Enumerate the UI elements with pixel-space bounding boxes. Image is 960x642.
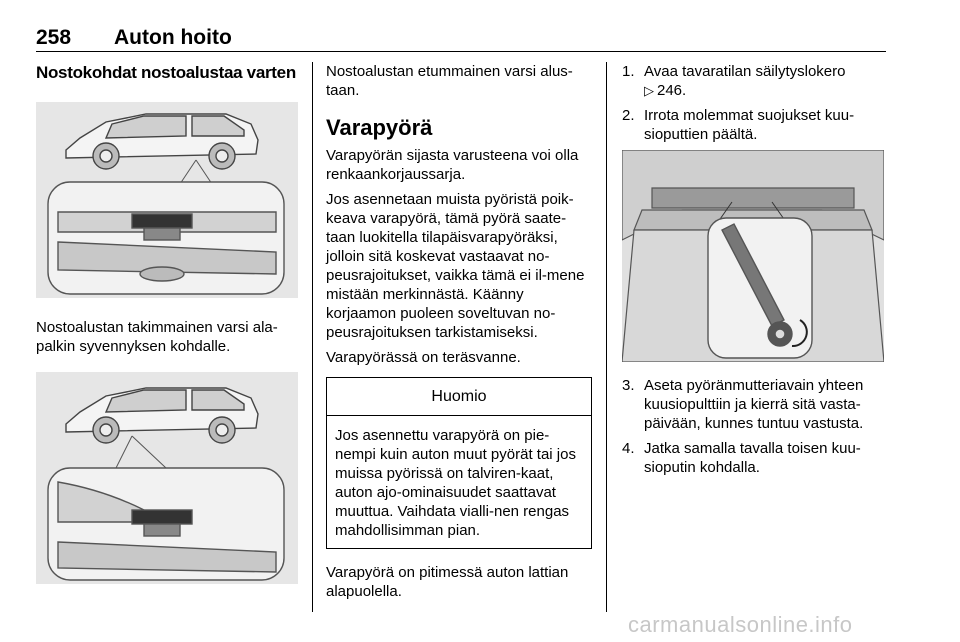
notice-box: [326, 377, 592, 549]
page-reference[interactable]: 246.: [657, 82, 687, 99]
spare-wheel-heading: Varapyörä: [326, 115, 433, 140]
column-3: [622, 62, 888, 483]
spare-wheel-para-2: Jos asennetaan muista pyöristä poik-keava varapyörä, tämä pyörä saate-taan luokitella tilapäisvarapyöräksi, jolloin sitä koskevat vastaavat no-peusrajoitukset, vaikka tämä ei il-mene mistään merkinnästä. Käänny korjaamon puoleen soveltuvan no-peusrajoituksen tarkistamiseksi.: [326, 191, 585, 341]
spare-wheel-para-4: Varapyörä on pitimessä auton lattian alapuolella.: [326, 564, 569, 600]
page-number: 258: [36, 26, 72, 49]
page-header: [36, 22, 886, 52]
step-text: Jatka samalla tavalla toisen kuu-sioputin kohdalla.: [644, 440, 861, 476]
wrench-detail: [708, 218, 812, 358]
step-number: 2.: [622, 107, 635, 124]
step-number: 4.: [622, 440, 635, 457]
watermark-link[interactable]: carmanualsonline.info: [628, 612, 853, 637]
step-text: Aseta pyöränmutteriavain yhteen kuusiopulttiin ja kierrä sitä vasta-päivään, kunnes tuntuu vastusta.: [644, 377, 864, 432]
lift-arm-detail: [48, 468, 284, 580]
step-text: Avaa tavaratilan säilytyslokero: [644, 63, 846, 80]
notice-title: Huomio: [327, 378, 591, 416]
step-3: [622, 376, 888, 433]
step-1: [622, 62, 888, 100]
column-divider: [312, 62, 313, 612]
front-arm-text: Nostoalustan etummainen varsi alus-taan.: [326, 63, 573, 99]
column-2: [326, 62, 592, 607]
spare-wheel-para-1: Varapyörän sijasta varusteena voi olla renkaankorjaussarja.: [326, 147, 579, 183]
arrow-ref-icon: ▷: [644, 83, 654, 98]
trunk-floor-illustration: [622, 150, 884, 362]
step-4: [622, 439, 888, 477]
lift-rear-caption: Nostoalustan takimmainen varsi ala-palkin syvennyksen kohdalle.: [36, 319, 278, 355]
lift-point-rear-illustration: [36, 102, 298, 298]
column-divider: [606, 62, 607, 612]
step-2: [622, 106, 888, 144]
lift-points-heading: Nostokohdat nostoalustaa varten: [36, 63, 296, 82]
page-title: Auton hoito: [114, 26, 232, 49]
notice-body: Jos asennettu varapyörä on pie-nempi kuin auton muut pyörät tai jos muissa pyörissä on talviren-kaat, auton ajo-ominaisuudet saattavat muuttua. Vaihdata vialli-nen rengas mahdollisimman pian.: [335, 427, 576, 539]
lift-point-front-illustration: [36, 372, 298, 584]
step-text: Irrota molemmat suojukset kuu-sioputtien päältä.: [644, 107, 855, 143]
column-1: [36, 62, 298, 584]
step-number: 1.: [622, 63, 635, 80]
step-number: 3.: [622, 377, 635, 394]
lift-arm-detail: [48, 182, 284, 294]
spare-wheel-para-3: Varapyörässä on teräsvanne.: [326, 349, 521, 366]
